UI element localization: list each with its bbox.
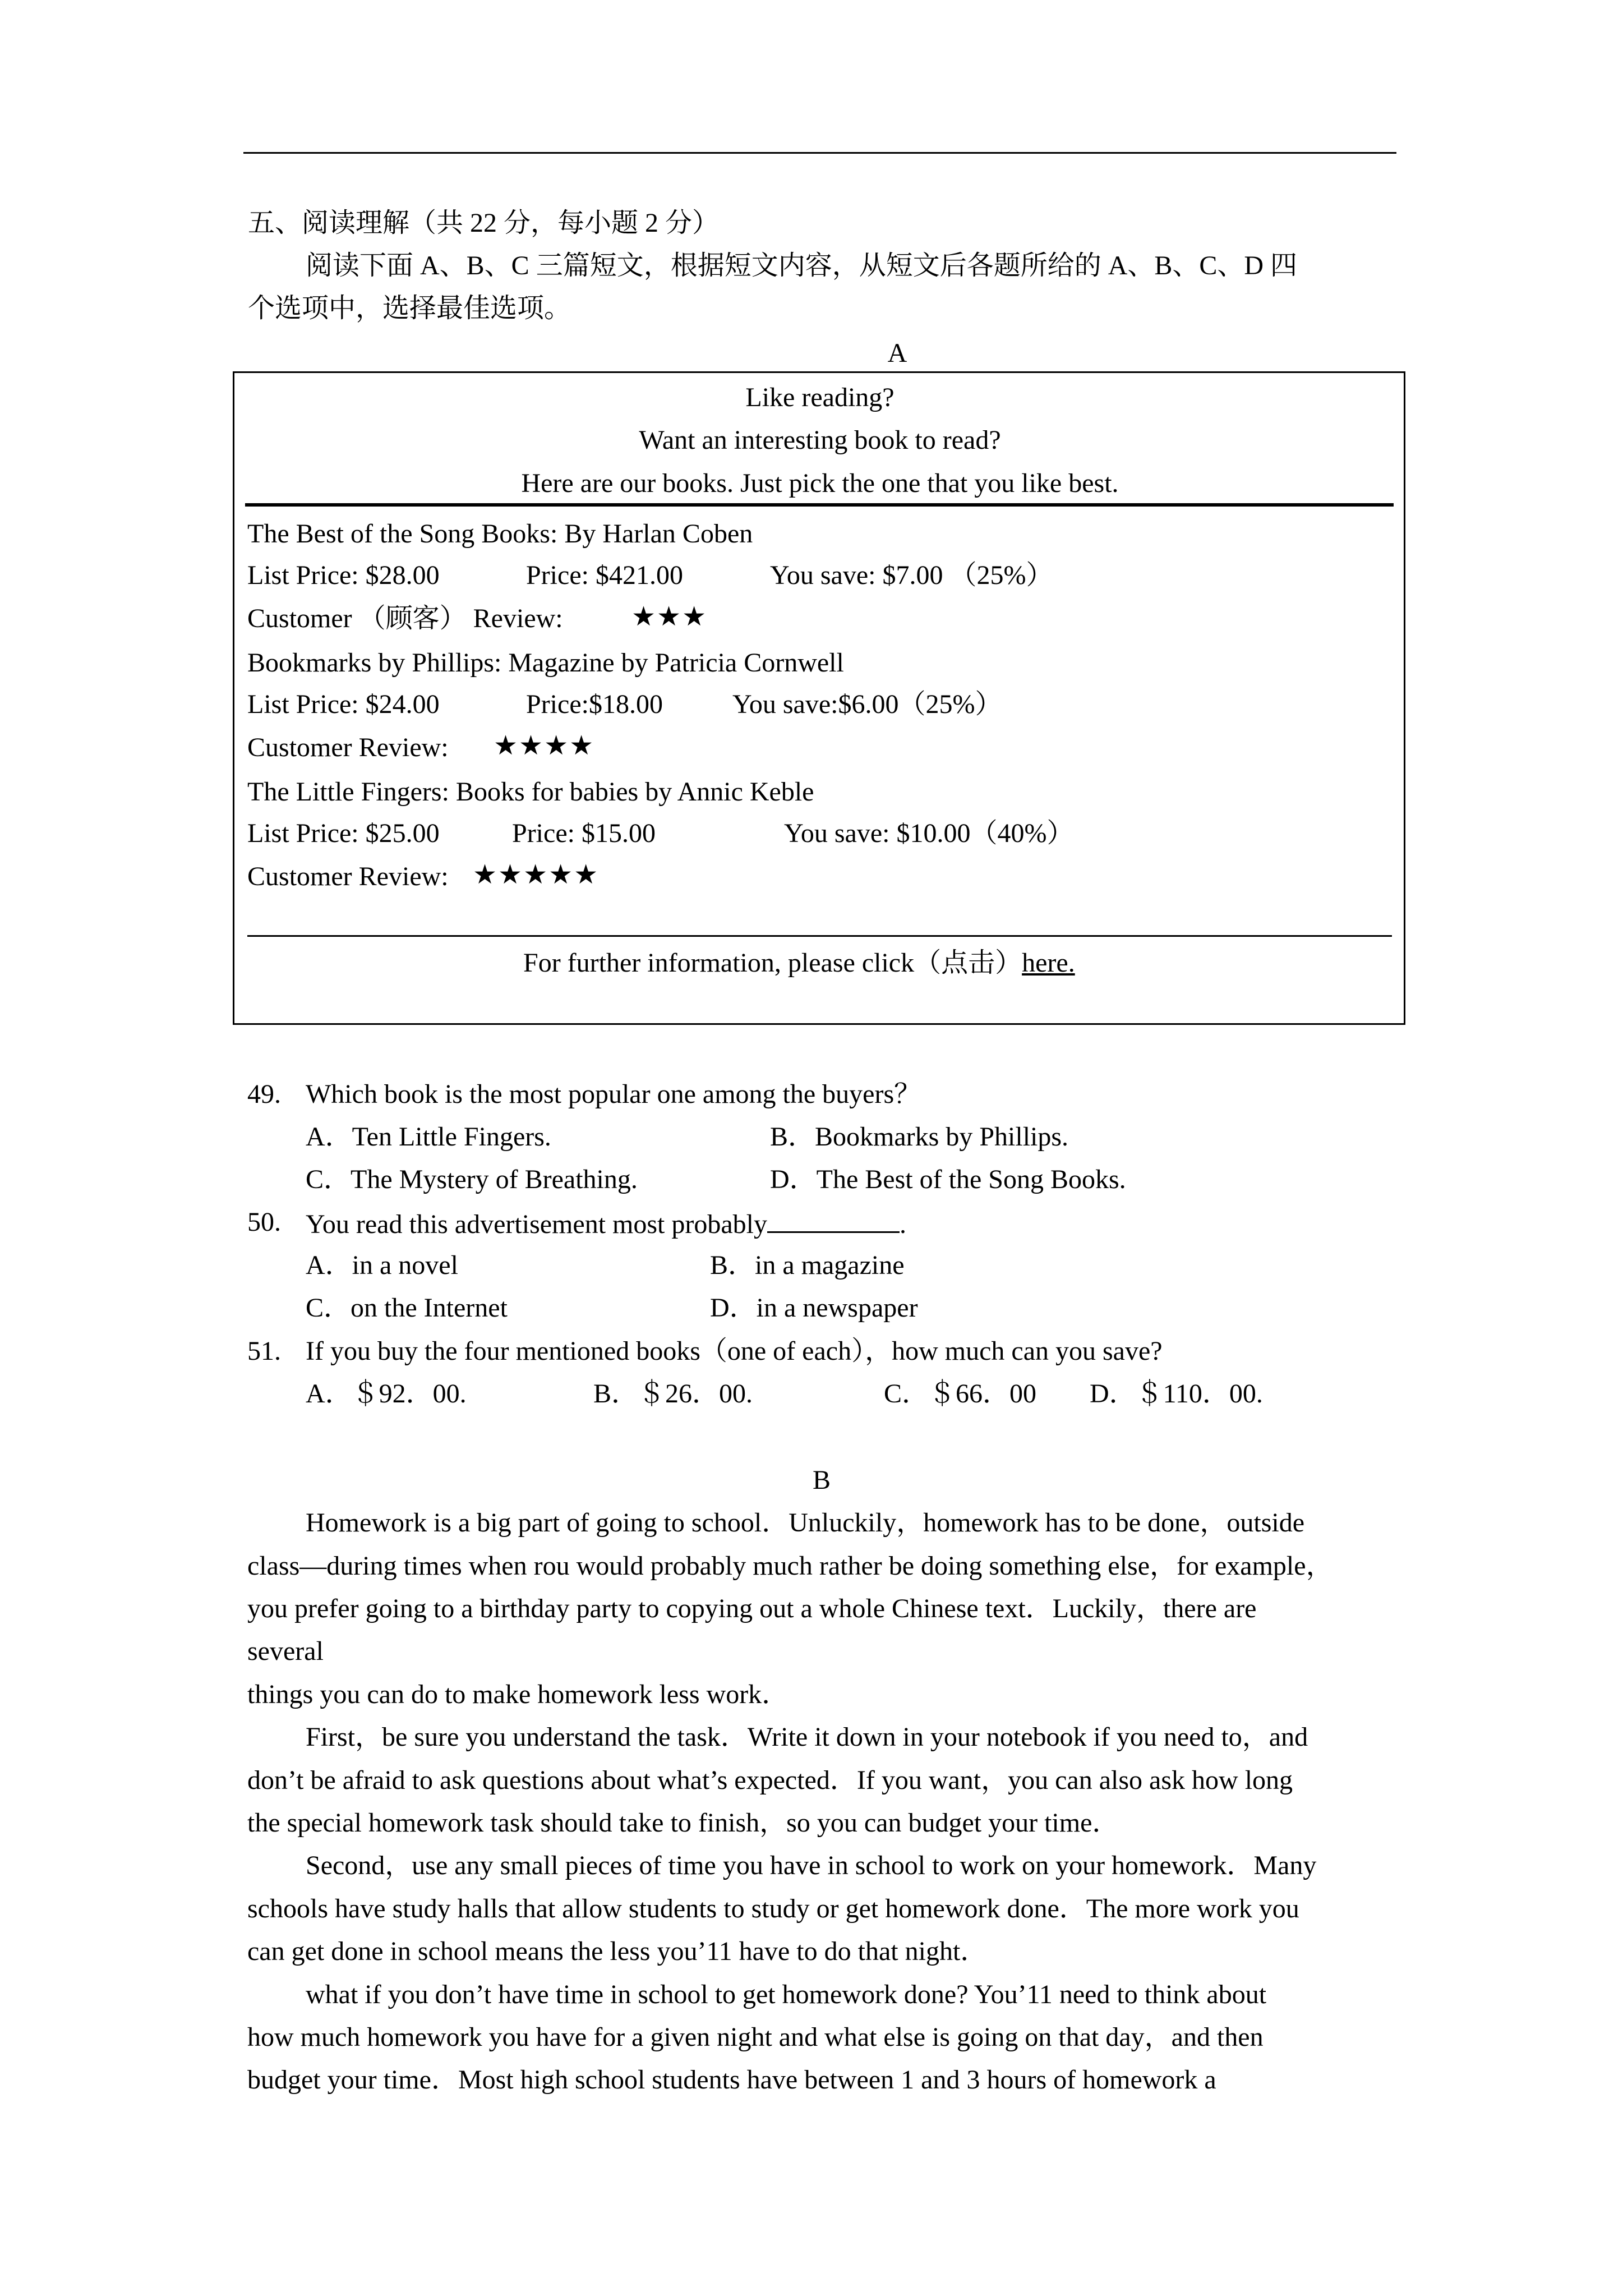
q50-number: 50. (247, 1207, 281, 1237)
instruction-line-2: 个选项中，选择最佳选项。 (248, 293, 571, 323)
ad-header-line-3: Here are our books. Just pick the one that you like best. (521, 468, 1119, 498)
passage-b-line: class—during times when rou would probably much rather be doing something else，for example， (247, 1551, 1333, 1581)
q49-option-a[interactable]: A．Ten Little Fingers. (306, 1122, 551, 1152)
book-3-review-label: Customer Review: (247, 862, 449, 891)
book-2-price: Price:$18.00 (526, 689, 663, 719)
passage-b-label: B (812, 1465, 831, 1495)
section-heading: 五、阅读理解（共 22 分，每小题 2 分） (248, 208, 720, 238)
ad-header-line-2: Want an interesting book to read? (639, 425, 1001, 455)
passage-b-line: First，be sure you understand the task．Write it down in your notebook if you need to，and (306, 1722, 1308, 1752)
passage-b-line: things you can do to make homework less work． (247, 1680, 789, 1709)
passage-b-line: what if you don’t have time in school to get homework done? You’11 need to think about (306, 1980, 1267, 2009)
q50-option-c[interactable]: C．on the Internet (306, 1293, 508, 1323)
ad-footer (523, 946, 1075, 980)
book-3-save: You save: $10.00（40%） (784, 818, 1074, 848)
book-1-save: You save: $7.00 （25%） (770, 560, 1053, 590)
instruction-line-1: 阅读下面 A、B、C 三篇短文，根据短文内容，从短文后各题所给的 A、B、C、D 四 (306, 251, 1298, 280)
book-3-title: The Little Fingers: Books for babies by Annic Keble (247, 777, 814, 807)
passage-b-line: several (247, 1636, 324, 1666)
q50-stem-line (306, 1205, 906, 1241)
q50-option-a[interactable]: A．in a novel (306, 1250, 458, 1280)
passage-b-line: can get done in school means the less you’11 have to do that night． (247, 1936, 988, 1966)
q51-number: 51. (247, 1336, 281, 1366)
ad-header-line-1: Like reading? (745, 383, 895, 412)
q49-option-c[interactable]: C．The Mystery of Breathing. (306, 1165, 638, 1194)
book-2-save: You save:$6.00（25%） (732, 689, 1002, 719)
passage-b-line: budget your time．Most high school students have between 1 and 3 hours of homework a (247, 2065, 1216, 2095)
book-2-list-price: List Price: $24.00 (247, 689, 440, 719)
book-1-list-price: List Price: $28.00 (247, 560, 440, 590)
q50-answer-blank (767, 1205, 900, 1233)
passage-b-line: the special homework task should take to finish，so you can budget your time． (247, 1808, 1119, 1838)
book-1-stars: ★★★ (631, 602, 708, 632)
passage-b-line: you prefer going to a birthday party to copying out a whole Chinese text．Luckily，there are (247, 1594, 1257, 1623)
passage-a-label: A (887, 338, 907, 368)
passage-b-line: Second，use any small pieces of time you have in school to work on your homework．Many (306, 1851, 1317, 1880)
book-1-title: The Best of the Song Books: By Harlan Coben (247, 519, 753, 549)
q51-option-d[interactable]: D．＄110．00. (1090, 1379, 1263, 1409)
book-3-list-price: List Price: $25.00 (247, 818, 440, 848)
ad-header-divider (245, 503, 1394, 507)
q51-option-b[interactable]: B．＄26．00. (593, 1379, 753, 1409)
book-3-price: Price: $15.00 (512, 818, 656, 848)
here-link[interactable]: here. (1022, 948, 1075, 978)
passage-b-line: don’t be afraid to ask questions about what’s expected．If you want，you can also ask how long (247, 1765, 1293, 1795)
q50-stem-end: . (900, 1209, 907, 1239)
book-2-review-label: Customer Review: (247, 733, 449, 762)
book-2-title: Bookmarks by Phillips: Magazine by Patricia Cornwell (247, 648, 844, 678)
q49-option-b[interactable]: B．Bookmarks by Phillips. (770, 1122, 1069, 1152)
q50-option-b[interactable]: B．in a magazine (710, 1250, 905, 1280)
book-3-stars: ★★★★★ (473, 860, 600, 890)
q50-option-d[interactable]: D．in a newspaper (710, 1293, 918, 1323)
q49-stem: Which book is the most popular one among the buyers？ (306, 1079, 921, 1109)
passage-b-line: Homework is a big part of going to school．Unluckily，homework has to be done，outside (306, 1508, 1305, 1538)
ad-footer-divider (247, 935, 1392, 937)
header-rule (243, 152, 1396, 154)
passage-b-line: schools have study halls that allow students to study or get homework done．The more work you (247, 1894, 1299, 1924)
q49-number: 49. (247, 1079, 281, 1109)
ad-footer-text: For further information, please click（点击） (523, 948, 1022, 978)
q51-option-a[interactable]: A．＄92．00. (306, 1379, 467, 1409)
book-2-stars: ★★★★ (494, 731, 595, 761)
q50-stem: You read this advertisement most probably (306, 1209, 768, 1239)
book-1-price: Price: $421.00 (526, 560, 683, 590)
q49-option-d[interactable]: D．The Best of the Song Books. (770, 1165, 1126, 1194)
book-1-review-label: Customer （顾客） Review: (247, 604, 563, 633)
q51-stem: If you buy the four mentioned books（one of each），how much can you save? (306, 1336, 1163, 1366)
q51-option-c[interactable]: C．＄66．00 (884, 1379, 1037, 1409)
passage-b-line: how much homework you have for a given night and what else is going on that day，and then (247, 2022, 1264, 2052)
